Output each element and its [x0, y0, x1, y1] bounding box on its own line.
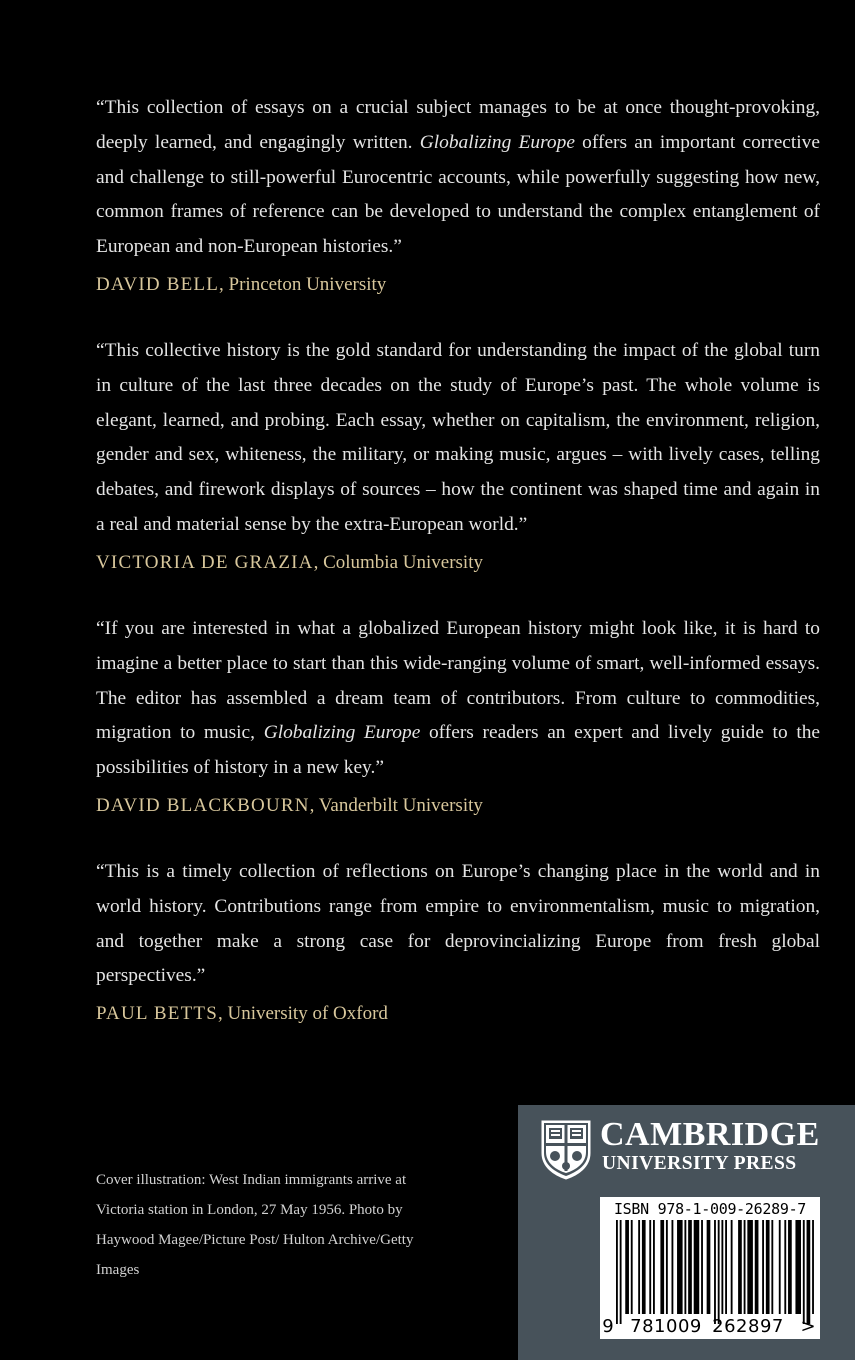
publisher-subtitle: UNIVERSITY PRESS — [602, 1153, 797, 1174]
barcode-bar — [766, 1220, 770, 1314]
barcode-bar — [694, 1220, 700, 1314]
barcode-bar — [625, 1220, 629, 1314]
barcode-bar — [620, 1220, 622, 1324]
barcode-bar — [744, 1220, 746, 1314]
barcode-bar — [642, 1220, 646, 1314]
barcode-bar — [677, 1220, 683, 1314]
barcode-bar — [718, 1220, 720, 1324]
barcode-bar — [762, 1220, 764, 1314]
barcode-digit-first: 9 — [602, 1316, 614, 1337]
endorsement-bell — [96, 91, 820, 300]
barcode-bar — [803, 1220, 805, 1324]
barcode-bar — [653, 1220, 655, 1314]
barcode-bar — [788, 1220, 792, 1314]
barcode-bar — [660, 1220, 664, 1314]
barcode-bar — [795, 1220, 801, 1314]
endorsement-quote: “This collection of essays on a crucial subject manages to be at once thought-provoking, deeply learned, and engagingly written. Globalizing Europe offers an important corrective and challenge to still-powerful Eurocentric accounts, while powerfully suggesting how new, common frames of reference can be developed to understand the complex entanglement of European and non-European histories.” — [96, 97, 820, 258]
endorser-affiliation: , University of Oxford — [217, 1003, 388, 1025]
isbn-label: ISBN 978-1-009-26289-7 — [613, 1200, 807, 1218]
barcode-bar — [725, 1220, 727, 1314]
endorsement-attribution — [96, 548, 820, 578]
barcode-bar — [631, 1220, 633, 1314]
barcode-bar — [701, 1220, 703, 1314]
endorser-name: PAUL BETTS — [96, 1003, 218, 1025]
barcode-bar — [747, 1220, 753, 1314]
endorser-name: VICTORIA DE GRAZIA — [96, 551, 314, 573]
endorser-name: DAVID BLACKBOURN — [96, 794, 310, 816]
endorsement-quote: “If you are interested in what a globalized European history might look like, it is hard to imagine a better place to start than this wide-ranging volume of smart, well-informed essays. The editor has assembled a dream team of contributors. From culture to commodities, migration to music, Globalizing Europe offers readers an expert and lively guide to the possibilities of history in a new key.” — [96, 618, 821, 779]
barcode-bar — [771, 1220, 773, 1314]
publisher-name: CAMBRIDGE — [600, 1116, 820, 1153]
barcode-bars — [616, 1220, 814, 1324]
endorsement-quote: “This is a timely collection of reflections on Europe’s changing place in the world and in world history. Contributions range from empire to environmentalism, music to migration, and together make a strong case for deprovincializing Europe from fresh global perspectives.” — [96, 861, 820, 987]
barcode-bar — [684, 1220, 686, 1314]
barcode-bar — [714, 1220, 716, 1324]
cover-illustration-credit: Cover illustration: West Indian immigrants arrive at Victoria station in London, 27 May 1956. Photo by Haywood Magee/Picture Post/ Hulton Archive/Getty Images — [96, 1172, 414, 1278]
barcode-bar — [755, 1220, 759, 1314]
endorser-affiliation: , Columbia University — [313, 551, 483, 573]
barcode-bar — [779, 1220, 781, 1314]
endorser-affiliation: , Princeton University — [219, 273, 387, 295]
barcode-bar — [638, 1220, 640, 1314]
endorsement-betts — [96, 855, 820, 1029]
barcode-bar — [807, 1220, 811, 1324]
barcode-digits-left: 781009 — [630, 1316, 702, 1337]
barcode-bar — [672, 1220, 674, 1314]
publisher-panel — [518, 1105, 855, 1360]
endorsement-attribution — [96, 791, 820, 821]
barcode-bar — [738, 1220, 742, 1314]
barcode-bar — [688, 1220, 692, 1314]
isbn-barcode — [600, 1197, 820, 1339]
barcode-bar — [812, 1220, 814, 1314]
barcode-bar — [666, 1220, 668, 1314]
barcode-bar — [721, 1220, 723, 1314]
barcode-bar — [616, 1220, 618, 1324]
endorser-affiliation: , Vanderbilt University — [309, 794, 483, 816]
barcode-marker: > — [800, 1316, 816, 1337]
barcode-bar — [731, 1220, 733, 1314]
endorsement-de-grazia — [96, 334, 820, 578]
barcode-bar — [707, 1220, 711, 1314]
barcode-graphic — [600, 1220, 820, 1339]
endorsement-attribution — [96, 999, 820, 1029]
endorsement-blackbourn — [96, 612, 820, 821]
barcode-bar — [649, 1220, 651, 1314]
barcode-digits-right: 262897 — [712, 1316, 784, 1337]
endorsement-quote: “This collective history is the gold standard for understanding the impact of the global turn in culture of the last three decades on the study of Europe’s past. The whole volume is elegant, learned, and probing. Each essay, whether on capitalism, the environment, religion, gender and sex, whiteness, the military, or making music, argues – with lively cases, telling debates, and firework displays of sources – how the continent was shaped time and again in a real and material sense by the extra-European world.” — [96, 340, 820, 535]
barcode-bar — [784, 1220, 786, 1314]
cambridge-crest-icon — [540, 1119, 592, 1181]
endorser-name: DAVID BELL — [96, 273, 220, 295]
endorsement-attribution — [96, 270, 820, 300]
